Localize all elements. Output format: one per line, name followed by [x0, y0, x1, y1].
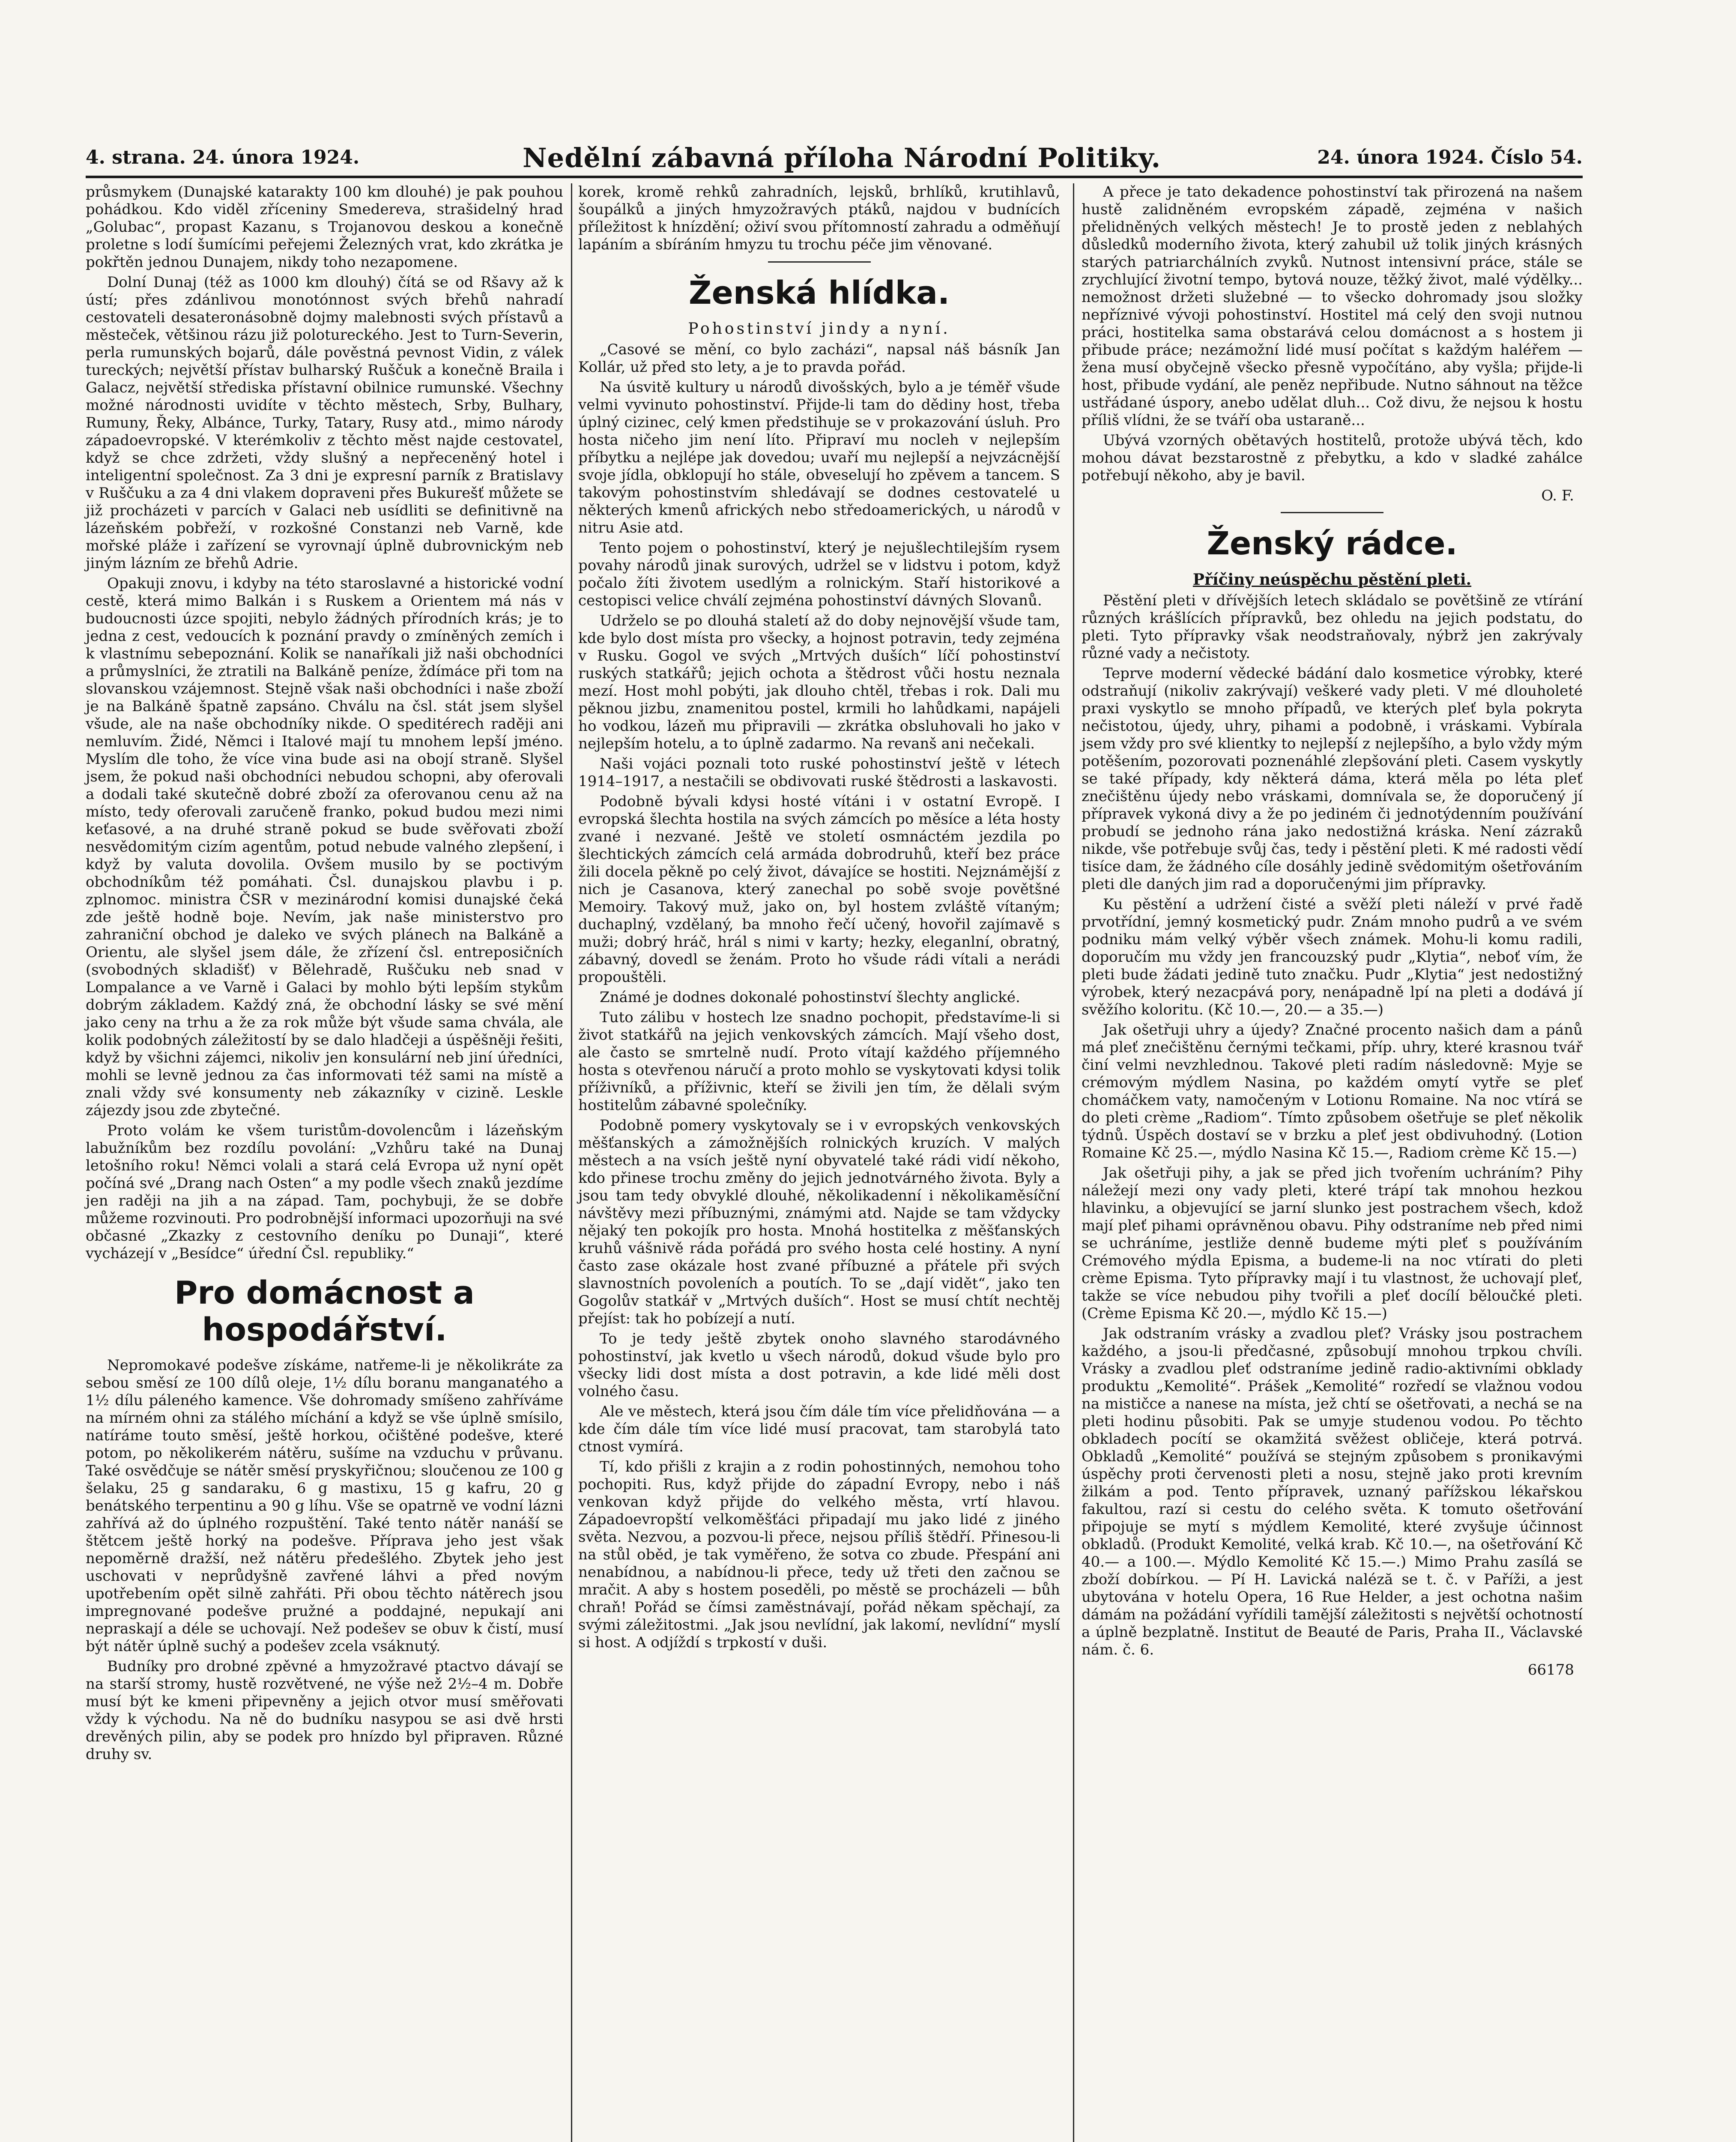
article-paragraph: korek, kromě rehků zahradních, lejsků, brhlíků, krutihlavů, šoupálků a jiných hmyzožravých ptáků, najdou v budnících příležitost k hnízdění; oživí svou přítomností zahradu a odměňují lapáním a sbíráním hmyzu tu trochu péče jim věnované.	[578, 183, 1060, 253]
article-title: Příčiny neúspěchu pěstění pleti.	[1192, 571, 1472, 589]
article-paragraph: Dolní Dunaj (též as 1000 km dlouhý) čítá se od Ršavy až k ústí; přes zdánlivou monotónnost svých břehů nahradí cestovateli desateronásobně dojmy malebnosti svých přístavů a městeček, většinou rázu již polotureckého. Jest to Turn-Severin, perla rumunských bojarů, dále pověstná pevnost Vidin, z válek tureckých; největší přístav bulharský Ruščuk a konečně Braila i Galacz, největší střediska přístavní obilnice rumunské. Všechny možné národnosti uvidíte v těchto městech, Srby, Bulhary, Rumuny, Řeky, Albánce, Turky, Tatary, Rusy atd., mimo národy západoevropské. V kterémkoliv z těchto měst najde cestovatel, když se chce zdržeti, vždy slušný a nepřeceněný hotel i inteligentní společnost. Za 3 dni je expresní parník z Bratislavy v Ruščuku a za 4 dni vlakem dopraveni přes Bukurešť můžete se již procházeti v parcích v Galaci neb usídliti se definitivně na lázeňském pobřeží, v rozkošné Constanzi neb Varně, kde mořské pláže i zařízení se vyrovnají úplně dubrovnickým neb jiným lázním ze břehů Adrie.	[86, 274, 563, 572]
article-paragraph: Budníky pro drobné zpěvné a hmyzožravé ptactvo dávají se na starší stromy, hustě rozvětvené, ne výše než 2½–4 m. Dobře musí být ke kmeni připevněny a jejich otvor musí směřovati vždy k východu. Na ně do budníku nasypou se asi dvě hrsti drevěných pilin, aby se podek pro hnízdo byl připraven. Různé druhy sv.	[86, 1658, 563, 1763]
article-paragraph: Podobně pomery vyskytovaly se i v evropských venkovských měšťanských a zámožnějších rolnických kruzích. V malých městech a na vsích ještě nyní obyvatelé také rádi vidí někoho, kdo přinese trochu změny do jejich jednotvárného života. Byly a jsou tam tedy obvyklé dlouhé, několikadenní i několikaměsíční návštěvy mezi příbuznými, známými atd. Najde se tam vždycky nějaký ten pokojík pro hosta. Mnohá hostitelka z měšťanských kruhů vášnivě ráda pořádá pro svého hosta celé hostiny. A nyní často zase okázale host zvané příbuzné a přátele při svých slavnostních povoleních a poutích. To se „dají vidět“, jako ten Gogolův statkář v „Mrtvých duších“. Host se musí chtít nechtěj přejíst: tak ho pobízejí a nutí.	[578, 1117, 1060, 1327]
article-signature: O. F.	[1541, 487, 1574, 504]
article-paragraph: Známé je dodnes dokonalé pohostinství šlechty anglické.	[600, 989, 1020, 1006]
article-paragraph: A přece je tato dekadence pohostinství tak přirozená na našem hustě zalidněném evropském západě, zejména v našich přelidněných velkých městech! Je to prostě jeden z neblahých důsledků moderního života, který zahubil už tolik jiných krásných starých patriarchálních zvyků. Nutnost intensivní práce, stále se zrychlující životní tempo, bytová nouze, těžký život, malé výdělky... nemožnost držeti služebné — to všecko dohromady jsou složky nepříznivé vývoji pohostinství. Hostitel má celý den svoji nutnou práci, hostitelka sama obstarává celou domácnost a s hostem ji přibude práce; nezámožní lidé musí počítat s každým haléřem — žena musí obyčejně všecko přesně vypočítáno, aby vyšla; přijde-li host, přibude vydání, ale peněz nepřibude. Nutno sáhnout na těžce ustřádané úspory, anebo udělat dluh... Což divu, že nejsou k hostu příliš vlídni, že se tváří oba ustaraně...	[1082, 183, 1583, 429]
article-paragraph: Pěstění pleti v dřívějších letech skládalo se povětšině ze vtírání různých krášlících přípravků, bez ohledu na jejich podstatu, do pleti. Tyto přípravky však neodstraňovaly, nýbrž jen zakrývaly různé vady a nečistoty.	[1082, 592, 1583, 662]
separator	[768, 261, 871, 263]
article-paragraph: Jak ošetřuji pihy, a jak se před jich tvořením uchráním? Pihy náležejí mezi ony vady pleti, které trápí tak mnohou hezkou hlavinku, a objevující se jarní slunko jest postrachem všech, kdož mají pleť pihami oprávněnou obavu. Pihy odstraníme neb před nimi se uchráníme, jestliže denně budeme mýti pleť s používáním Crémového mýdla Episma, a budeme-li na noc vtírati do pleti crème Episma. Tyto přípravky mají i tu vlastnost, že uchovají pleť, takže se více nebudou pihy tvořili a pleť docílí běloučké pleti. (Crème Episma Kč 20.—, mýdlo Kč 15.—)	[1082, 1164, 1583, 1322]
ad-number: 66178	[1527, 1661, 1574, 1678]
header-masthead: Nedělní zábavná příloha Národní Politiky.	[523, 142, 1161, 174]
article-paragraph: Ale ve městech, která jsou čím dále tím více přelidňována — a kde čím dále tím více lidé musí pracovat, tam starobylá tato ctnost vymírá.	[578, 1403, 1060, 1455]
article-paragraph: Jak odstraním vrásky a zvadlou pleť? Vrásky jsou postrachem každého, a jsou-li předčasné, způsobují mnohou trpkou chvíli. Vrásky a zvadlou pleť odstraníme jedině radio-aktivními obklady produktu „Kemolité“. Prášek „Kemolité“ rozředí se vlažnou vodou na mističce a nanese na místa, jež chtí se ošetřovati, a nechá se na pleti hodinu působiti. Pak se umyje studenou vodou. Po těchto obkladech pocítí se okamžitá svěžest obličeje, která potrvá. Obkladů „Kemolité“ používá se stejným způsobem s pronikavými úspěchy proti červenosti pleti a nosu, stejně jako proti krevním žilkám a pod. Tento přípravek, uznaný pařížskou lékařskou fakultou, razí si cestu do celého světa. K tomuto ošetřování připojuje se mytí s mýdlem Kemolité, které zvyšuje účinnost obkladů. (Produkt Kemolité, velká krab. Kč 10.—, na ošetřování Kč 40.— a 100.—. Mýdlo Kemolité Kč 15.—.) Mimo Prahu zasílá se zboží dobírkou. — Pí H. Lavická naléză se t. č. v Paříži, a jest ubytována v hotelu Opera, 16 Rue Helder, a jest ochotna našim dámám na požádání vyřídili tamější záležitosti s největší ochotností a úplně bezplatně. Institut de Beauté de Paris, Praha II., Václavské nám. č. 6.	[1082, 1325, 1583, 1658]
article-title: Pohostinství jindy a nyní.	[688, 320, 950, 338]
section-heading-home: Pro domácnost a hospodářství.	[174, 1274, 475, 1348]
article-paragraph: průsmykem (Dunajské katarakty 100 km dlouhé) je pak pouhou pohádkou. Kdo viděl zříceniny Smedereva, strašidelný hrad „Golubac“, propast Kazanu, s Trojanovou deskou a konečně proletne s lodí šumícími peřejemi Železných vrat, kdo zkrátka je pokřtěn jednou Dunajem, nikdy toho nezapomene.	[86, 183, 563, 271]
article-paragraph: Teprve moderní vědecké bádání dalo kosmetice výrobky, které odstraňují (nikoliv zakrývají) veškeré vady pleti. V mé dlouholeté praxi vyskytlo se mnoho případů, ve kterých pleť byla pokryta nečistotou, újedy, uhry, pihami a podobně, i vráskami. Vybírala jsem vždy pro své klientky to nejlepší z nejlepšího, a bylo vždy mým potěšením, pozorovati poznenáhlé zlepšování pleti. Casem vyskytly se také případy, kdy některá dáma, která měla po léta pleť znečištěnu újedy nebo vráskami, domnívala se, že doporučený jí přípravek vykoná divy a že po jediném či jednotýdenním používání probudí se jednoho rána jako nedostižná kráska. Není zázraků nikde, vše potřebuje svůj čas, tedy i pěstění pleti. K mé radosti vědí tisíce dam, že žádného cíle dosáhly jedině svědomitým ošetřováním pleti dle daných jim rad a doporučenými jim přípravky.	[1082, 665, 1583, 893]
article-paragraph: To je tedy ještě zbytek onoho slavného starodávného pohostinství, jak kvetlo u všech národů, dokud všude bylo pro všecky lidi dost místa a dost potravin, a kde lidé měli dost volného času.	[578, 1330, 1060, 1400]
page-header	[86, 142, 1583, 177]
column-3	[1082, 183, 1583, 1684]
column-divider	[571, 183, 572, 2142]
article-paragraph: Tento pojem o pohostinství, který je nejušlechtilejším rysem povahy národů jinak surových, udržel se v lidstvu i potom, když počalo žíti životem usedlým a rolnickým. Staří historikové a cestopisci velice chválí zejména pohostinství dávných Slovanů.	[578, 539, 1060, 609]
separator	[1281, 512, 1383, 513]
section-heading-advice: Ženský rádce.	[1207, 525, 1458, 562]
article-paragraph: Podobně bývali kdysi hosté vítáni i v ostatní Evropě. I evropská šlechta hostila na svých zámcích po měsíce a léta hosty zvané i nezvané. Ještě ve století osmnáctém jezdila po šlechtických zámcích celá armáda dobrodruhů, kteří bez práce žili docela pěkně po celý život, dávajíce se hostiti. Nejznámější z nich je Casanova, který zanechal po sobě svoje povětšné Memoiry. Takový muž, jako on, byl hostem zvláště vítaným; duchaplný, vzdělaný, ba mnoho řečí učený, hovořil zajímavě s muži; dobrý hráč, hrál s nimi v karty; hezky, eleganlní, obratný, zábavný, dovedl se ženám. Proto ho všude rádi vítali a nerádi propouštěli.	[578, 793, 1060, 986]
article-paragraph: Udrželo se po dlouhá staletí až do doby nejnovější všude tam, kde bylo dost místa pro všecky, a hojnost potravin, tedy zejména v Rusku. Gogol ve svých „Mrtvých duších“ líčí pohostinství ruských statkářů; jejich ochota a štědrost vůči hostu neznala mezí. Host mohl pobýti, jak dlouho chtěl, třebas i rok. Dali mu pěknou jizbu, znamenitou postel, krmili ho lahůdkami, napájeli ho vodkou, lázeň mu připravili — zkrátka obsluhovali ho jako v nejlepším hotelu, a to úplně zadarmo. Na revanš ani nečekali.	[578, 612, 1060, 752]
article-paragraph: Jak ošetřuji uhry a újedy? Značné procento našich dam a pánů má pleť znečištěnu černými tečkami, příp. uhry, které krasnou tvář činí velmi nevzhlednou. Takové pleti radím následovně: Myje se crémovým mýdlem Nasina, po každém omytí vytře se pleť chomáčkem vaty, namočeným v Lotionu Romaine. Na noc vtírá se do pleti crème „Radiom“. Tímto způsobem ošetřuje se pleť několik týdnů. Úspěch dostaví se v brzku a pleť jest obdivuhodný. (Lotion Romaine Kč 25.—, mýdlo Nasina Kč 15.—, Radiom crème Kč 15.—)	[1082, 1021, 1583, 1161]
section-heading-women: Ženská hlídka.	[688, 275, 950, 311]
article-paragraph: „Casové se mění, co bylo zacházi“, napsal náš básník Jan Kollár, už před sto lety, a je to pravda pořád.	[578, 341, 1060, 376]
article-paragraph: Tí, kdo přišli z krajin a z rodin pohostinných, nemohou toho pochopiti. Rus, když přijde do západní Evropy, nebo i náš venkovan když přijde do velkého města, vrtí hlavou. Západoevropští velkoměšťáci připadají mu jako lidé z jiného světa. Nezvou, a pozvou-li přece, nejsou příliš štědří. Přinesou-li na stůl oběd, je tak vyměřeno, že sotva co zbude. Přespání ani nenabídnou, a nabídnou-li přece, tedy už třeti den začnou se mračit. A aby s hostem poseděli, po městě se procházeli — bůh chraň! Pořád se čímsi zaměstnávají, pořád někam spěchají, za svými záležitostmi. „Jak jsou nevlídní, jak lakomí, nevlídní“ myslí si host. A odjíždí s trpkostí v duši.	[578, 1458, 1060, 1651]
article-paragraph: Nepromokavé podešve získáme, natřeme-li je několikráte za sebou směsí ze 100 dílů oleje, 1½ dílu boranu manganatého a 1½ dílu páleného kamence. Vše dohromady smíšeno zahříváme na mírném ohni za stálého míchání a když se vše úplně smísilo, natíráme touto směsí, ještě horkou, očištěné podešve, které potom, po několikerém nátěru, sušíme na vzduchu v průvanu. Také osvědčuje se nátěr směsí pryskyřičnou; sloučenou ze 100 g šelaku, 25 g sandaraku, 6 g mastixu, 15 g kafru, 20 g benátského terpentinu a 90 g líhu. Vše se opatrně ve vodní lázni zahřívá až do úplného rozpuštění. Také tento nátěr nanáší se štětcem ještě horký na podešve. Příprava jeho jest však nepoměrně dražší, než nátěru předešlého. Zbytek jeho jest uschovati v neprůdyšně zavřené láhvi a před novým upotřebením opět silně zahřáti. Při obou těchto nátěrech jsou impregnované podešve pružné a poddajné, nepukají ani nepraskají a déle se uchovají. Než podešev se obuv k čistí, musí být nátěr úplně suchý a podešev zcela vsáknutý.	[86, 1357, 563, 1655]
article-paragraph: Tuto zálibu v hostech lze snadno pochopit, představíme-li si život statkářů na jejich venkovských zámcích. Mají všeho dost, ale často se smrtelně nudí. Proto vítají každého příjemného hosta s otevřenou náručí a proto mohlo se vyskytovati kdysi tolik příživníků, a příživnic, kteří se živili jen tím, že dělali svým hostitelům zábavné společníky.	[578, 1009, 1060, 1114]
article-paragraph: Opakuji znovu, i kdyby na této staroslavné a historické vodní cestě, která mimo Balkán i s Ruskem a Orientem má nás v budoucnosti úzce spojiti, nebylo žádných přírodních krás; je to jedna z cest, vedoucích k poznání pravdy o zmíněných zemích i k vlastnímu sebepoznání. Kolik se nanaříkali již naši obchodníci a průmyslníci, že ztratili na Balkáně peníze, ždímáce při tom na slovanskou vzájemnost. Stejně však naši obchodníci i naše zboží je na Balkáně špatně zapsáno. Chválu na čsl. stát jsem slyšel všude, ale na naše obchodníky nikde. O speditérech raději ani nemluvím. Židé, Němci i Italové mají tu mnohem lepší jméno. Myslím dle toho, že více vina bude asi na obojí straně. Slyšel jsem, že pokud naši obchodníci nebudou schopni, aby oferovali a dodali také skutečně dobré zboží za oferovanou cenu až na místo, tedy oferovali zaručeně franko, pokud budou mezi nimi keťasové, a na druhé straně pokud se bude svěřovati zboží nesvědomitým cizím agentům, potud nebude valného zlepšení, i když by valuta dovolila. Ovšem musilo by se poctivým obchodníkům též pomáhati. Čsl. dunajskou plavbu i p. zplnomoc. ministra ČSR v mezinárodní komisi dunajské čeká zde ještě hodně boje. Nevím, jak naše ministerstvo pro zahraniční obchod je daleko ve svých plánech na Balkáně a Orientu, ale slyšel jsem dále, že zřízení čsl. entreposičních (svobodných skladišť) v Bělehradě, Ruščuku neb snad v Lompalance a ve Varně i Galaci by mohlo býti lepším stykům dobrým základem. Každý zná, že obchodní lásky se své mění jako ceny na trhu a že za rok může být všude sama chvála, ale kolik podobných záležitostí by se dalo hladčeji a úspěšněji řešiti, když by všichni zájemci, nikoliv jen konsulární neb jiní úředníci, mohli se levně jednou za čas informovati též sami na místě a znali vždy své konsumenty neb zákazníky v cizině. Leskle zájezdy jsou zde zbytečné.	[86, 575, 563, 1119]
header-date-page: 4. strana. 24. února 1924.	[86, 147, 360, 168]
article-paragraph: Na úsvitě kultury u národů divošských, bylo a je téměř všude velmi vyvinuto pohostinství. Přijde-li tam do dědiny host, třeba úplný cizinec, celý kmen předstihuje se v prokazování úsluh. Pro hosta ničeho jim není líto. Připraví mu nocleh v nejlepším příbytku a nejlépe jak dovedou; uvaří mu nejlepší a nejvzácnější svoje jídla, obklopují ho stále, obveselují ho zpěvem a tancem. S takovým pohostinstvím shledávají se dodnes cestovatelé u některých kmenů afrických nebo středoamerických, u národů v nitru Asie atd.	[578, 379, 1060, 536]
article-paragraph: Ubývá vzorných obětavých hostitelů, protože ubývá těch, kdo mohou dávat bezstarostně z přebytku, a kdo v sladké zahálce potřebují někoho, aby je bavil.	[1082, 432, 1583, 484]
article-paragraph: Proto volám ke všem turistům-dovolencům i lázeňským labužníkům bez rozdílu povolání: „Vzhůru také na Dunaj letošního roku! Němci volali a stará celá Evropa už nyní opět počíná své „Drang nach Osten“ a my podle všech znaků jezdíme jen raději na jih a na západ. Tam, pochybuji, že se dobře můžeme rozvinouti. Pro podrobnější informaci upozorňuji na své občasné „Zkazky z cestovního deníku po Dunaji“, které vycházejí v „Besídce“ úřední Čsl. republiky.“	[86, 1122, 563, 1262]
article-paragraph: Ku pěstění a udržení čisté a svěží pleti náleží v prvé řadě prvotřídní, jemný kosmetický pudr. Znám mnoho pudrů a ve svém podniku mám velký výběr všech známek. Mohu-li komu radili, doporučím mu vždy jen francouzský pudr „Klytia“, neboť vím, že pleti bude žádati jedině tuto značku. Pudr „Klytia“ jest nedostižný výrobek, který nezacpává pory, nenápadně lpí na pleti a dodává jí svěžího koloritu. (Kč 10.—, 20.— a 35.—)	[1082, 896, 1583, 1018]
article-paragraph: Naši vojáci poznali toto ruské pohostinství ještě v létech 1914–1917, a nestačili se obdivovati ruské štědrosti a laskavosti.	[578, 755, 1060, 790]
header-issue: 24. února 1924. Číslo 54.	[1317, 147, 1583, 168]
column-1	[86, 183, 563, 1766]
column-2	[578, 183, 1060, 1654]
header-rule	[86, 176, 1583, 178]
column-divider	[1073, 183, 1074, 2142]
